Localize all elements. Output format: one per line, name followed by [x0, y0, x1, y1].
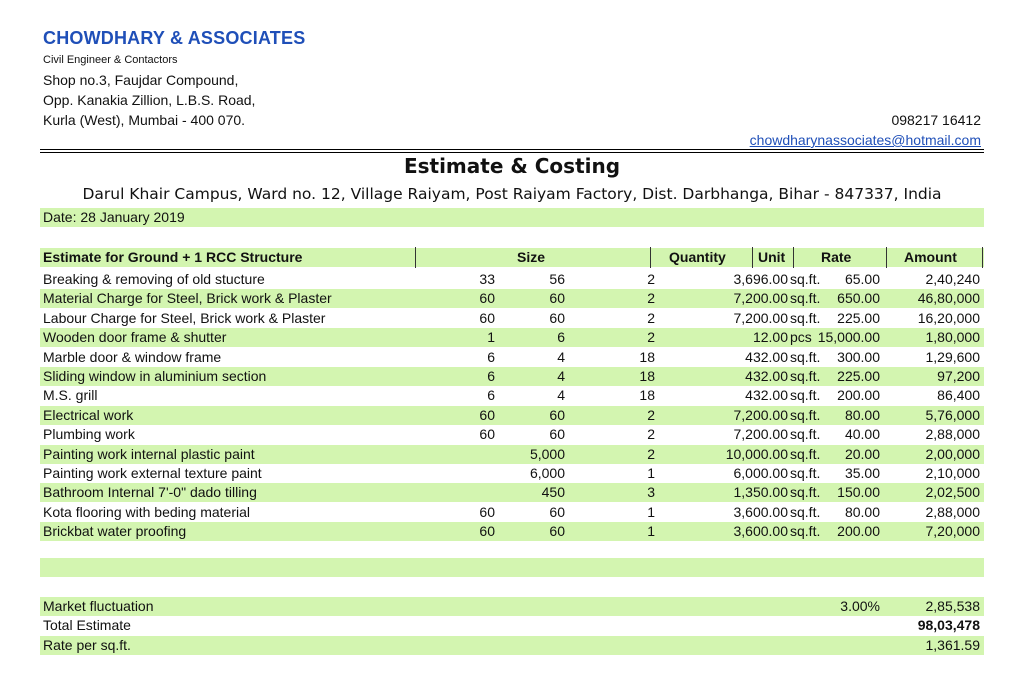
row-size-2: 56: [549, 271, 565, 287]
row-amount: 97,200: [937, 368, 980, 384]
total-amount: 98,03,478: [917, 617, 980, 633]
row-size-3: 3: [647, 484, 655, 500]
row-unit: sq.ft.: [790, 368, 821, 384]
row-size-1: 6: [487, 368, 495, 384]
header-description: Estimate for Ground + 1 RCC Structure: [43, 249, 303, 265]
row-description: Wooden door frame & shutter: [43, 329, 227, 345]
table-row: [40, 483, 984, 502]
row-quantity: 7,200.00: [733, 407, 788, 423]
row-size-2: 60: [549, 504, 565, 520]
row-amount: 7,20,000: [925, 523, 980, 539]
row-amount: 2,10,000: [925, 465, 980, 481]
header-separator: [650, 247, 651, 268]
row-rate: 20.00: [844, 446, 880, 462]
row-quantity: 7,200.00: [733, 310, 788, 326]
row-rate: 200.00: [837, 523, 880, 539]
row-size-3: 2: [647, 329, 655, 345]
row-description: Material Charge for Steel, Brick work & Plaster: [43, 290, 332, 306]
row-size-2: 6: [557, 329, 565, 345]
row-amount: 86,400: [937, 387, 980, 403]
row-quantity: 3,696.00: [733, 271, 788, 287]
row-size-2: 5,000: [529, 446, 565, 462]
row-rate: 80.00: [844, 504, 880, 520]
divider-bottom: [40, 152, 984, 153]
header-separator: [982, 247, 983, 268]
row-unit: sq.ft.: [790, 426, 821, 442]
row-description: Breaking & removing of old stucture: [43, 271, 265, 287]
firm-phone: 098217 16412: [891, 112, 981, 128]
rate-per-sqft-row: [40, 636, 984, 655]
row-size-2: 4: [557, 349, 565, 365]
row-rate: 300.00: [837, 349, 880, 365]
row-size-1: 60: [479, 310, 495, 326]
row-description: Painting work external texture paint: [43, 465, 262, 481]
header-separator: [886, 247, 887, 268]
table-row: [40, 348, 984, 367]
table-row: [40, 386, 984, 405]
rate-amount: 1,361.59: [925, 637, 980, 653]
row-size-1: 60: [479, 504, 495, 520]
header-quantity: Quantity: [669, 249, 726, 265]
row-description: Labour Charge for Steel, Brick work & Plaster: [43, 310, 326, 326]
header-amount: Amount: [904, 249, 957, 265]
table-row: [40, 270, 984, 289]
row-description: Plumbing work: [43, 426, 135, 442]
firm-address-line-1: Shop no.3, Faujdar Compound,: [43, 72, 239, 88]
firm-email-link[interactable]: chowdharynassociates@hotmail.com: [749, 132, 981, 148]
row-size-1: 60: [479, 407, 495, 423]
firm-address-line-2: Opp. Kanakia Zillion, L.B.S. Road,: [43, 92, 256, 108]
table-row: [40, 367, 984, 386]
row-amount: 46,80,000: [917, 290, 980, 306]
row-description: Kota flooring with beding material: [43, 504, 251, 520]
row-rate: 35.00: [844, 465, 880, 481]
row-rate: 15,000.00: [817, 329, 880, 345]
row-size-2: 60: [549, 426, 565, 442]
firm-subtitle: Civil Engineer & Contactors: [43, 54, 178, 66]
market-label: Market fluctuation: [43, 598, 154, 614]
row-quantity: 432.00: [745, 368, 788, 384]
row-size-2: 450: [541, 484, 565, 500]
row-size-3: 2: [647, 407, 655, 423]
row-unit: sq.ft.: [790, 446, 821, 462]
row-unit: sq.ft.: [790, 465, 821, 481]
row-size-2: 60: [549, 290, 565, 306]
row-amount: 1,29,600: [925, 349, 980, 365]
row-quantity: 432.00: [745, 349, 788, 365]
row-amount: 2,40,240: [925, 271, 980, 287]
row-quantity: 6,000.00: [733, 465, 788, 481]
row-rate: 225.00: [837, 368, 880, 384]
row-size-2: 60: [549, 310, 565, 326]
row-amount: 2,00,000: [925, 446, 980, 462]
table-header: [40, 248, 984, 267]
row-unit: sq.ft.: [790, 349, 821, 365]
row-unit: sq.ft.: [790, 290, 821, 306]
table-row: [40, 425, 984, 444]
table-row: [40, 406, 984, 425]
header-separator: [793, 247, 794, 268]
market-percent: 3.00%: [840, 598, 880, 614]
row-size-2: 6,000: [529, 465, 565, 481]
row-size-3: 2: [647, 290, 655, 306]
row-quantity: 1,350.00: [733, 484, 788, 500]
row-size-2: 4: [557, 387, 565, 403]
row-quantity: 12.00: [752, 329, 788, 345]
row-quantity: 3,600.00: [733, 523, 788, 539]
row-quantity: 7,200.00: [733, 426, 788, 442]
site-address: Darul Khair Campus, Ward no. 12, Village Raiyam, Post Raiyam Factory, Dist. Darbhanga, Bihar - 847337, India: [82, 185, 942, 203]
header-separator: [752, 247, 753, 268]
row-unit: sq.ft.: [790, 310, 821, 326]
table-row: [40, 289, 984, 308]
date-row: [40, 208, 984, 227]
row-size-3: 1: [647, 465, 655, 481]
row-amount: 2,88,000: [925, 426, 980, 442]
row-size-2: 4: [557, 368, 565, 384]
row-size-3: 2: [647, 446, 655, 462]
market-amount: 2,85,538: [925, 598, 980, 614]
row-size-1: 60: [479, 290, 495, 306]
row-size-1: 6: [487, 349, 495, 365]
row-rate: 200.00: [837, 387, 880, 403]
row-unit: sq.ft.: [790, 271, 821, 287]
row-unit: sq.ft.: [790, 407, 821, 423]
row-size-1: 60: [479, 523, 495, 539]
row-quantity: 432.00: [745, 387, 788, 403]
document-title: Estimate & Costing: [403, 154, 621, 178]
row-size-2: 60: [549, 407, 565, 423]
row-unit: sq.ft.: [790, 523, 821, 539]
row-size-3: 18: [639, 368, 655, 384]
firm-name: CHOWDHARY & ASSOCIATES: [43, 28, 306, 48]
row-unit: sq.ft.: [790, 504, 821, 520]
header-separator: [415, 247, 416, 268]
row-quantity: 3,600.00: [733, 504, 788, 520]
row-description: Brickbat water proofing: [43, 523, 187, 539]
rate-label: Rate per sq.ft.: [43, 637, 131, 653]
row-amount: 2,88,000: [925, 504, 980, 520]
row-amount: 5,76,000: [925, 407, 980, 423]
row-description: Sliding window in aluminium section: [43, 368, 267, 384]
row-size-3: 18: [639, 387, 655, 403]
date-text: Date: 28 January 2019: [43, 209, 185, 225]
total-label: Total Estimate: [43, 617, 131, 633]
row-quantity: 10,000.00: [725, 446, 788, 462]
row-unit: pcs: [790, 329, 812, 345]
header-size: Size: [517, 249, 546, 265]
row-size-3: 2: [647, 426, 655, 442]
row-amount: 2,02,500: [925, 484, 980, 500]
row-size-3: 2: [647, 310, 655, 326]
row-description: Electrical work: [43, 407, 134, 423]
row-unit: sq.ft.: [790, 387, 821, 403]
row-rate: 225.00: [837, 310, 880, 326]
row-size-1: 33: [479, 271, 495, 287]
row-rate: 65.00: [844, 271, 880, 287]
row-description: Marble door & window frame: [43, 349, 222, 365]
row-description: Painting work internal plastic paint: [43, 446, 255, 462]
header-rate: Rate: [821, 249, 852, 265]
row-size-3: 18: [639, 349, 655, 365]
row-amount: 1,80,000: [925, 329, 980, 345]
row-rate: 150.00: [837, 484, 880, 500]
row-quantity: 7,200.00: [733, 290, 788, 306]
table-row: [40, 445, 984, 464]
row-description: Bathroom Internal 7'-0" dado tilling: [43, 484, 257, 500]
table-row: [40, 522, 984, 541]
table-row: [40, 464, 984, 483]
total-estimate-row: [40, 616, 984, 635]
divider-top: [40, 149, 984, 150]
row-amount: 16,20,000: [917, 310, 980, 326]
table-row: [40, 309, 984, 328]
row-size-3: 1: [647, 504, 655, 520]
row-description: M.S. grill: [43, 387, 98, 403]
row-size-3: 1: [647, 523, 655, 539]
table-row: [40, 503, 984, 522]
row-size-1: 1: [487, 329, 495, 345]
row-size-3: 2: [647, 271, 655, 287]
table-row: [40, 328, 984, 347]
empty-band: [40, 558, 984, 577]
row-rate: 650.00: [837, 290, 880, 306]
row-size-2: 60: [549, 523, 565, 539]
row-rate: 40.00: [844, 426, 880, 442]
row-size-1: 60: [479, 426, 495, 442]
row-rate: 80.00: [844, 407, 880, 423]
row-unit: sq.ft.: [790, 484, 821, 500]
row-size-1: 6: [487, 387, 495, 403]
header-unit: Unit: [758, 249, 786, 265]
firm-address-line-3: Kurla (West), Mumbai - 400 070.: [43, 112, 246, 128]
market-fluctuation-row: [40, 597, 984, 616]
